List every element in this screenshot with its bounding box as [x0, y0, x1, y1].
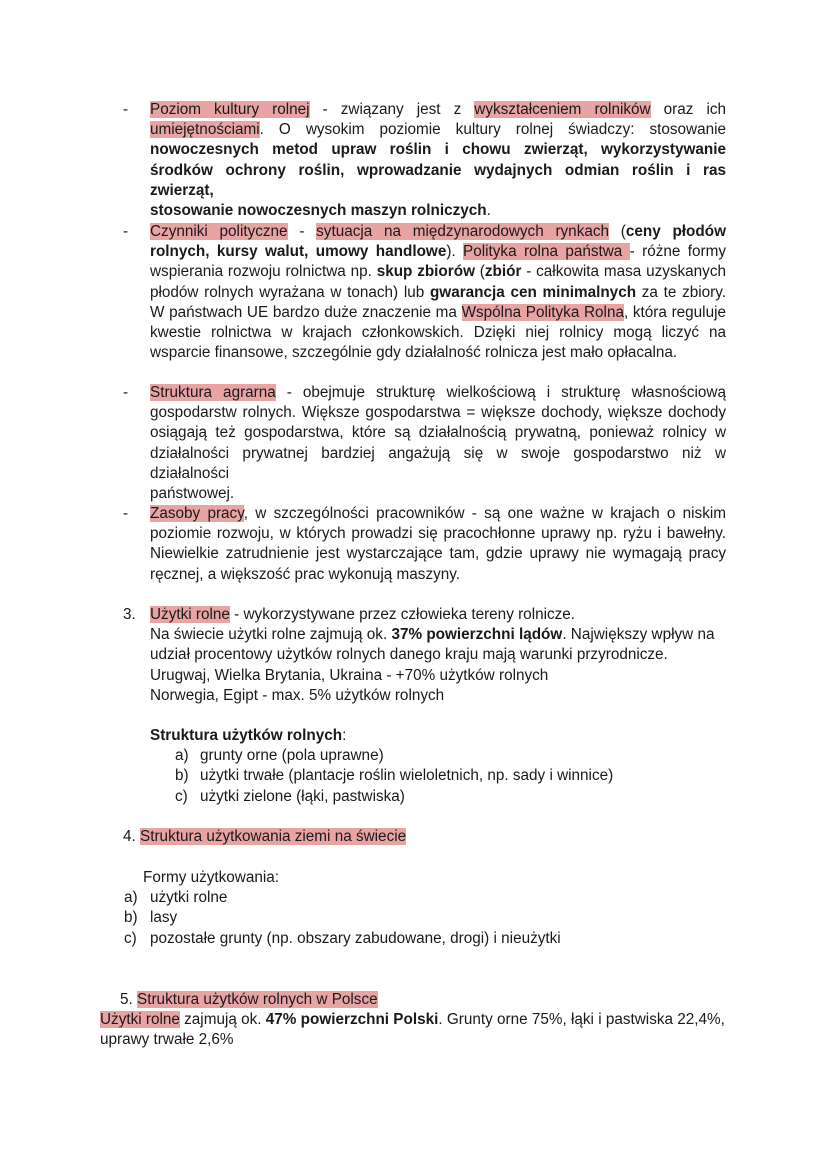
paragraph-czynniki-polityczne	[150, 222, 726, 363]
bold-text: ceny płodów	[625, 223, 726, 240]
text: - wykorzystywane przez człowieka tereny rolnicze.	[229, 606, 576, 623]
list-marker: c)	[175, 788, 188, 805]
text: .	[486, 202, 491, 220]
text: -	[287, 223, 317, 240]
text: płodów rolnych wyrażana w tonach) lub	[150, 283, 430, 301]
text-line: państwowej.	[150, 485, 235, 503]
paragraph-zasoby-pracy	[150, 504, 726, 585]
text-line: udział procentowy użytków rolnych danego kraju mają warunki przyrodnicze.	[150, 646, 668, 664]
paragraph-kultura-rolna	[150, 100, 726, 221]
term-highlight: Zasoby pracy	[150, 505, 244, 522]
text: - całkowita masa uzyskanych	[521, 263, 726, 281]
bold-text: 37% powierzchni lądów	[391, 626, 563, 644]
list-item	[175, 787, 188, 807]
text: , w szczególności pracowników - są one ważne w krajach o niskim	[243, 505, 726, 522]
paragraph-struktura-agrarna	[150, 383, 726, 504]
text: :	[342, 727, 347, 744]
list-item-text: lasy	[150, 909, 178, 926]
heading-highlight: Struktura użytkowania ziemi na świecie	[140, 828, 407, 845]
term-highlight: Użytki rolne	[150, 606, 230, 623]
term-highlight: Czynniki polityczne	[150, 223, 288, 240]
text-highlight: wykształceniem rolników	[474, 101, 651, 118]
text-line: ręcznej, a większość prac wykonują maszyny.	[150, 565, 461, 583]
bold-text: gwarancja cen minimalnych	[429, 283, 637, 301]
text: (	[474, 263, 485, 281]
text: - różne formy	[629, 243, 726, 261]
list-marker: c)	[124, 930, 137, 947]
text: - obejmuje strukturę wielkościową i strukturę własnościową	[275, 384, 726, 401]
text-line: Niewielkie zatrudnienie jest wystarczające tam, gdzie uprawy nie wymagają pracy	[150, 545, 726, 563]
bold-text: środków ochrony roślin, wprowadzanie wydajnych odmian roślin i ras zwierząt,	[150, 161, 726, 199]
list-marker: b)	[124, 909, 138, 926]
text-highlight: Polityka rolna państwa	[463, 243, 630, 261]
paragraph-uzytki-rolne	[150, 605, 726, 706]
list-item-text: pozostałe grunty (np. obszary zabudowane, drogi) i nieużytki	[150, 930, 561, 947]
text-line: osiągają też gospodarstwa, które są działalnością prywatną, ponieważ rolnicy w	[150, 424, 726, 442]
bold-text: Struktura użytków rolnych	[150, 727, 343, 744]
text: - związany jest z	[309, 101, 475, 118]
text-highlight: sytuacja na międzynarodowych rynkach	[316, 223, 610, 240]
bold-text: rolnych, kursy walut, umowy handlowe	[150, 243, 447, 261]
section-heading	[123, 827, 406, 847]
list-item	[175, 746, 189, 766]
list-item-text: użytki rolne	[150, 889, 228, 906]
bold-text: stosowanie nowoczesnych maszyn rolniczych	[150, 202, 487, 220]
text: oraz ich	[650, 101, 726, 118]
forms-label: Formy użytkowania:	[143, 869, 280, 886]
list-marker: a)	[175, 747, 189, 764]
list-item-text: użytki zielone (łąki, pastwiska)	[200, 788, 405, 805]
list-number: 5.	[120, 991, 133, 1008]
text: (	[609, 223, 626, 240]
bold-text: zbiór	[484, 263, 522, 281]
text: wspierania rozwoju rolnictwa np.	[150, 263, 377, 281]
bullet-dash: -	[123, 223, 129, 240]
text-line: poziomie rozwoju, w których prowadzi się pracochłonne uprawy np. ryżu i bawełny.	[150, 525, 726, 543]
text-line: Norwegia, Egipt - max. 5% użytków rolnych	[150, 686, 445, 704]
list-number: 3.	[123, 606, 136, 623]
paragraph-polska	[100, 1010, 728, 1050]
text: za te zbiory.	[636, 283, 726, 301]
list-marker: b)	[175, 767, 189, 784]
text-line: uprawy trwałe 2,6%	[100, 1031, 234, 1049]
bold-text: 47% powierzchni Polski	[265, 1011, 439, 1028]
bullet-dash: -	[123, 101, 129, 118]
text-line: wsparcie finansowe, szczególnie gdy działalność rolnicza jest mało opłacalna.	[150, 344, 678, 362]
text-line: kwestie rolnictwa w krajach członkowskich. Dzięki niej rolnicy mogą liczyć na	[150, 324, 726, 342]
list-number: 4.	[123, 828, 136, 845]
term-highlight: Użytki rolne	[100, 1011, 180, 1028]
text: . Grunty orne 75%, łąki i pastwiska 22,4%,	[438, 1011, 725, 1028]
list-marker: a)	[124, 889, 138, 906]
section-heading	[120, 990, 378, 1010]
text-highlight: Wspólna Polityka Rolna	[461, 303, 624, 321]
text: Na świecie użytki rolne zajmują ok.	[150, 626, 392, 644]
text-highlight: umiejętnościami	[150, 121, 260, 139]
text-line: gospodarstw rolnych. Większe gospodarstwa = większe dochody, większe dochody	[150, 404, 726, 422]
list-item	[175, 766, 189, 786]
term-highlight: Poziom kultury rolnej	[150, 101, 310, 118]
text: . O wysokim poziomie kultury rolnej świadczy: stosowanie	[259, 121, 726, 139]
heading-highlight: Struktura użytków rolnych w Polsce	[137, 991, 378, 1008]
text: ).	[446, 243, 464, 261]
bold-text: nowoczesnych metod upraw roślin i chowu zwierząt, wykorzystywanie	[150, 141, 726, 159]
text: . Największy wpływ na	[562, 626, 715, 644]
text: , która reguluje	[623, 303, 726, 321]
list-item-text: grunty orne (pola uprawne)	[200, 747, 384, 764]
text: zajmują ok.	[179, 1011, 266, 1028]
list-item-text: użytki trwałe (plantacje roślin wieloletnich, np. sady i winnice)	[200, 767, 614, 784]
text: W państwach UE bardzo duże znaczenie ma	[150, 303, 462, 321]
term-highlight: Struktura agrarna	[150, 384, 276, 401]
bold-text: skup zbiorów	[376, 263, 475, 281]
text-line: Urugwaj, Wielka Brytania, Ukraina - +70% użytków rolnych	[150, 666, 549, 684]
subheading-struktura	[150, 726, 346, 746]
bullet-dash: -	[123, 384, 129, 401]
text-line: działalności prywatnej bardziej angażują się w swoje gospodarstwo niż w działalności	[150, 444, 726, 482]
bullet-dash: -	[123, 505, 129, 522]
